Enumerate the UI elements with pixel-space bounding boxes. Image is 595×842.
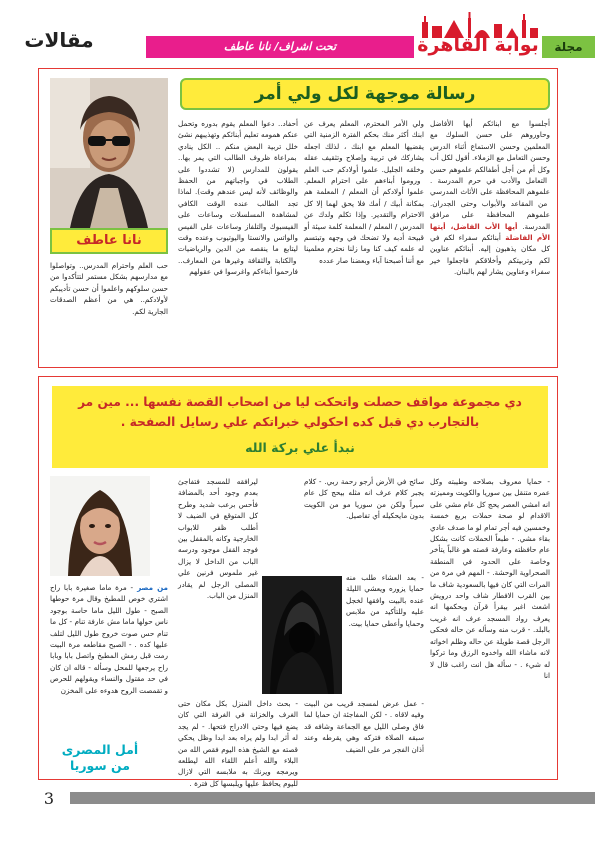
page-number: 3	[43, 789, 55, 808]
portrait-young-woman-icon	[50, 476, 150, 576]
footer-bar	[70, 792, 595, 804]
page-header	[0, 0, 595, 58]
author-name: نانا عاطف	[76, 233, 142, 248]
article1-title: رسالة موجهة لكل ولي أمر	[254, 84, 476, 104]
hooded-figure-icon	[262, 576, 342, 694]
article2-column-2-wrap: - بعد العشاء طلب منه حمايا يزوره ويعشي الليلة عنده بالبيت وافقها لخجل عليه وللتأكيد من ملابس وحمايا وأعطى حمايا بيت.	[346, 573, 424, 628]
article2-column-4: من مصر - مرة ماما صغيرة بابا راح اشتري خوص للمطبخ وقال مرة حوطها الصبح - طول الليل ماما حاسة بوجود ناس حولها ماما مش عارفة تنام - كل ما تنام حس صوت خروج طول الليل لتلف عليها كده . - الصبح مقاطعه مرة البيت رمت قبل رمش المطبخ واتصل بابا وبابا راح يرجعها للمحل وسأله - قاله ان كان في حد مقتول والنساء ويقولهم للحرص و تقمصت الروح هدوءه على المخزن	[50, 583, 169, 695]
article1-column-4: حب العلم واحترام المدرس.. وتواصلوا مع مدارسهم بشكل مستمر لتتأكدوا من حسن سلوكهم واعلموا أن حسن تأديبكم لأولادكم.. هي من أعظم الصدقات الجارية لكم.	[50, 261, 168, 316]
article2-column-1: - حمايا معروف بصلاحه وطيبته وكل عمره متنقل بين سوريا والكويت ومميزته انه امشي العصر يحج كل عام مشي على الاقدام لو صحة حملات بربع خمسة وخمسين فيه أجر تمام لو ما صدف عادي بقاء مشي. - طبعاً الحملات كانت بشكل عام حافظته وعارفة قصته هو غالباً يتأخر وخاصة على الحدود في المنطقة الصحراوية الوحشة. - المهم في مرة من المرات التي كان فيها بالسعودية شاف ما بين القرب الافطار شاف واحد درويش اشعث اغبر بيقرأ قرآن وبحكمها انه يعرف رواد المسجد عرف انه غريب بالبلد. - قرب منه وسأله عن حاله فحكى الرجل قصة طويلة عن حاله وظلم اخواته لانه ماشاء الله واخدوه الرزق وما تركوا له شيء . - سأله هل انت راغب قال لا انا	[430, 477, 551, 680]
article2-column-2-bottom: - عمل عرض لمسجد قريب من البيت وفيه لاقاه . - لكن المفاجئة ان حمايا لما فاق وصلى الليل مع الجماعة وشافه قد سبقه الصلاة فتركه وهي يقرطه وعند أذان الفجر مر على الضيف	[304, 699, 424, 754]
article2-intro-author: نبدأ علي بركة الله	[245, 440, 355, 455]
author2-photo	[50, 476, 150, 576]
section-title: مقالات	[24, 28, 94, 52]
site-logo	[414, 8, 542, 58]
author-photo	[50, 78, 168, 228]
portrait-woman-sunglasses-icon	[50, 78, 168, 228]
article1-column-2: ولي الأمر المحترم، المعلم يعرف عن ابنك أكثر منك بحكم الفترة الزمنية التي يقضيها المعلم مع ابنك ، لذلك اجعله يشاركك في تربية وإصلاح وتثقيف عقله وخلقه الجليل. علموا أولادكم حب العلم وروموا أبناءهم على احترام المعلم. علموا أولادكم أن المعلم / المعلمة هم بمكانة أبيك / أمك فلا يحق لهما إلا كل الاحترام والتقدير. وإذا تكلم ولدك عن المدرس / المعلم / المعلمة كلمة سيئة أو قبيحة أدبه ولا تضحك في وجهه وتبتسم له علمه كيف كنا وما زلنا نحترم معلمينا مع أننا أصبحنا آباء وبعضنا صار عدده	[304, 119, 424, 265]
article1-column-3: أحفاد.. دعوا المعلم يقوم بدوره وتحمل عنكم همومه تعليم أبنائكم وتهذيبهم نشئ خلل تربية البعض منكم .. الكل ينادي بمراعاة ظروف الطالب التي يمر بها.. يقولون للمدارس (لا تشددوا على الطلاب في واجباتهم من الحفظ والوظائف لأنه ليس عندهم وقت). لماذا تجد الطالب عنده الوقت الكافي لمشاهدة المسلسلات وساعات على الفيسبوك والتلفاز وساعات على الفيس والواتس والانستا واليوتيوب وعنده وقت ليتابع ما ينقصه من الدين والرياضيات والكتابة والثقافة وغيرها من المعارف.. فارحموا أبناءكم واغرسوا في عقولهم	[178, 119, 298, 277]
supervision-text: تحت اشراف/ نانا عاطف	[223, 40, 337, 53]
article1-column-1: أجلسوا مع ابنائكم أيها الأفاضل وحاوروهم على حسن السلوك مع المعلمين وحسن الاستماع أثناء الدرس وحسن التعامل مع الزملاء. أقول لكل أب وكل أم من أجل أطفالكم علموهم حسن التعامل والأدب في حرم المدرسة . علموهم المحافظة على الأثاث المدرسي من المقاعد والأبواب وحتى الجدران. علموهم المحافظة على مرافق المدرسة. أيها الأب الفاضل، أيتها الأم الفاضلة أبنائكم سفراء لكم في كل مكان يذهبون إليه. أبنائكم عناوين لكم وتربيتكم وأخلاقكم فاجعلوا خير سفراء وعناوين يشار لهم بالبنان.	[430, 119, 551, 277]
article2-column-2-top: سائح في الأرض أرجو رحمة ربي. - كلام يجبر كلام عرف انه مثله بيحج كل عام سيراً ولكن من سوريا مو من الكويت بدون مايحكيله أي تفاصيل.	[304, 477, 424, 521]
article2-column-3-bottom: - بحث داخل المنزل بكل مكان حتى الغرف والخزانة في الغرفة التي كان يضع فيها وحتى الادراج فتحها. - لم يجد له أثر ابدا ولم يراه بعد ابدا وظل يحكي قصته مع الشيخ هذه اليوم فقص الله من البلاء والله أعلم اللقاء الله ليطلعه ويرمجه ويرنك به ملابسه التي لازال لليوم يحافظ عليها ويلبسها كل فترة .	[178, 699, 298, 788]
article2-illustration	[262, 576, 342, 694]
magazine-label: مجلة	[554, 40, 583, 54]
article2-intro-title: دي مجموعة مواقف حصلت واتحكت ليا من اصحاب القصة نفسها ... مين مر بالتجارب دي قبل كده احكولي خبراتكم علي رسايل الصفحة .	[78, 395, 522, 429]
article2-column-3-top: ليرافقه للمسجد فتفاجئ بعدم وجود أحد بالمضافة فأحس برعب شديد وطرح كل المتوقع في الضيف لا أطلب ظفر للابواب الخارجية وكانه بالمقفل بين فوجد القفل موجود ودرسه الباب من الداخل لا يزال غير ملموس فرنين علي المصلى الرجل لم يقادر المنزل من الباب.	[178, 477, 258, 601]
logo-text: بوابة القاهرة	[417, 34, 539, 56]
article2-author: أمل المصرى من سوريا	[61, 742, 139, 773]
